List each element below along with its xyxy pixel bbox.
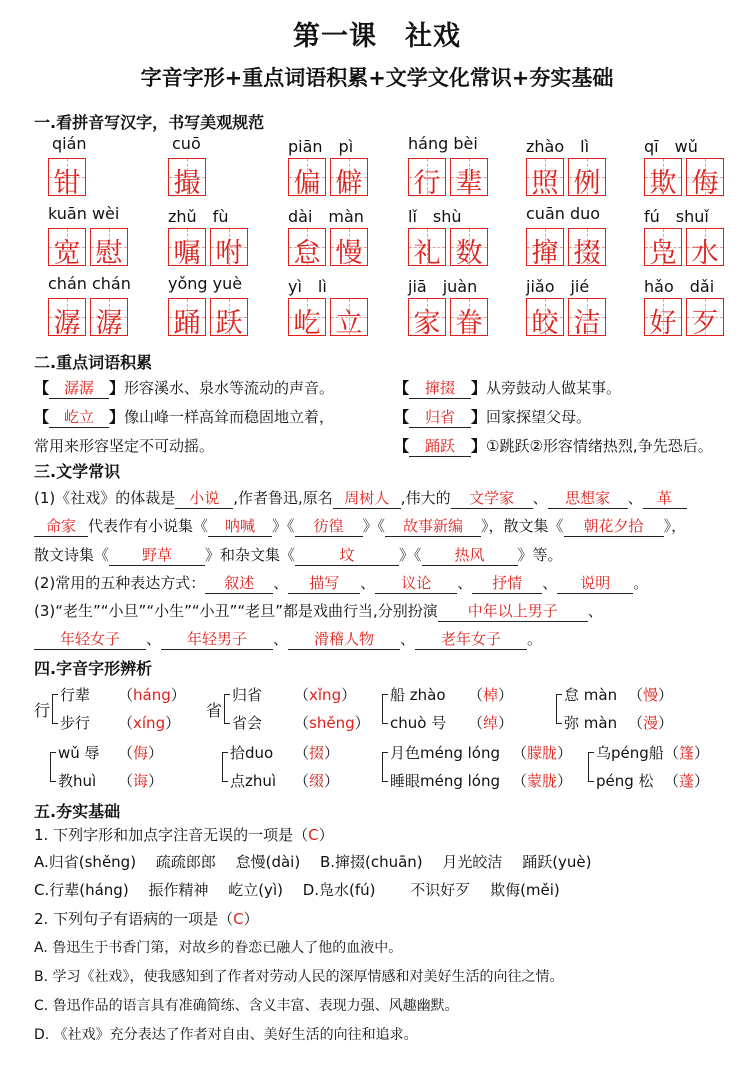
hanzi-answer: 偏 <box>293 168 321 199</box>
distinguish-answer: （篷） <box>664 744 710 762</box>
distinguish-answer: （绰） <box>468 714 514 732</box>
hanzi-answer: 欺 <box>649 168 677 199</box>
lit-line-1: (1)《社戏》的体裁是 小说 ,作者鲁迅,原名 周树人 ,伟大的 文学家 、 思想家 、 革 <box>34 487 687 509</box>
char-box <box>450 158 488 199</box>
char-box <box>568 298 606 339</box>
hanzi-answer: 僻 <box>335 168 363 199</box>
hanzi-answer: 凫 <box>649 238 677 269</box>
brace-icon <box>52 694 58 724</box>
lit-line-5: (3)“老生”“小旦”“小生”“小丑”“老旦”都是戏曲行当,分别扮演 中年以上男子 、 <box>34 602 603 620</box>
pinyin-label: piān pì <box>288 137 354 156</box>
vocab-item: 【 归省 】回家探望父母。 <box>394 408 592 426</box>
distinguish-answer: （诲） <box>118 772 164 790</box>
char-box <box>686 158 724 199</box>
distinguish-word: péng 松 <box>596 772 654 790</box>
char-box <box>526 228 564 269</box>
hanzi-answer: 跃 <box>215 308 243 339</box>
char-box <box>330 158 368 199</box>
question-2-option-c: C. 鲁迅作品的语言具有准确简练、含义丰富、表现力强、风趣幽默。 <box>34 998 459 1014</box>
distinguish-answer: （朦胧） <box>512 744 573 762</box>
distinguish-word: 乌péng船 <box>596 744 664 762</box>
hanzi-answer: 屹 <box>293 308 321 339</box>
hanzi-answer: 潺 <box>53 308 81 339</box>
char-box <box>644 298 682 339</box>
char-box <box>644 158 682 199</box>
page-subtitle: 字音字形+重点词语积累+文学文化常识+夯实基础 <box>140 66 614 90</box>
hanzi-answer: 掇 <box>573 238 601 269</box>
distinguish-answer: （缀） <box>294 772 340 790</box>
pinyin-label: zhǔ fù <box>168 207 229 226</box>
lit-line-2: 命家 代表作有小说集《 呐喊 》《 彷徨 》《 故事新编 》，散文集《 朝花夕拾 》， <box>34 515 686 537</box>
hanzi-answer: 嘱 <box>173 238 201 269</box>
hanzi-answer: 眷 <box>455 308 483 339</box>
hanzi-answer: 辈 <box>455 168 483 199</box>
section-5-heading: 五.夯实基础 <box>34 802 121 821</box>
distinguish-word: 拾duo <box>230 744 274 762</box>
char-box <box>686 298 724 339</box>
pinyin-label: jiā juàn <box>408 277 478 296</box>
char-box <box>288 228 326 269</box>
hanzi-answer: 歹 <box>691 308 719 339</box>
pinyin-label: cuān duo <box>526 204 601 223</box>
char-box <box>450 298 488 339</box>
brace-icon <box>556 694 562 724</box>
char-box <box>90 298 128 339</box>
section-4-heading: 四.字音字形辨析 <box>34 659 153 678</box>
distinguish-word: chuò 号 <box>390 714 447 732</box>
pinyin-label: zhào lì <box>526 137 590 156</box>
hanzi-answer: 洁 <box>573 308 601 339</box>
hanzi-answer: 皎 <box>531 308 559 339</box>
pinyin-label: kuān wèi <box>48 204 120 223</box>
hanzi-answer: 慢 <box>335 238 363 269</box>
char-box <box>48 158 86 199</box>
distinguish-word: 弥 màn <box>564 714 618 732</box>
char-box <box>210 298 248 339</box>
pinyin-label: háng bèi <box>408 134 478 153</box>
question-2: 2. 下列句子有语病的一项是（C） <box>34 910 259 928</box>
pinyin-label: hǎo dǎi <box>644 277 715 296</box>
pinyin-label: dài màn <box>288 207 364 226</box>
hanzi-answer: 钳 <box>53 168 81 199</box>
brace-icon <box>222 752 228 782</box>
hanzi-answer: 咐 <box>215 238 243 269</box>
pinyin-label: jiǎo jié <box>526 277 590 296</box>
brace-icon <box>50 752 56 782</box>
pinyin-label: lǐ shù <box>408 207 462 226</box>
pinyin-label: qián <box>52 134 87 153</box>
char-box <box>644 228 682 269</box>
char-box <box>168 298 206 339</box>
vocab-item: 【 踊跃 】①跳跃②形容情绪热烈,争先恐后。 <box>394 437 713 455</box>
distinguish-answer: （棹） <box>468 686 514 704</box>
distinguish-word: 点zhuì <box>230 772 277 790</box>
char-box <box>48 298 86 339</box>
question-2-option-a: A. 鲁迅生于书香门第，对故乡的眷恋已融人了他的血液中。 <box>34 940 403 956</box>
hanzi-answer: 侮 <box>691 168 719 199</box>
brace-icon <box>382 694 388 724</box>
char-box <box>330 228 368 269</box>
question-2-option-b: B. 学习《社戏》，使我感知到了作者对劳动人民的深厚情感和对美好生活的向往之情。 <box>34 969 564 985</box>
lit-line-3: 散文诗集《 野草 》和杂文集《 坟 》《 热风 》等。 <box>34 546 563 564</box>
hanzi-answer: 好 <box>649 308 677 339</box>
pinyin-label: chán chán <box>48 274 131 293</box>
char-box <box>288 158 326 199</box>
distinguish-word: 怠 màn <box>564 686 618 704</box>
hanzi-answer: 宽 <box>53 238 81 269</box>
char-box <box>288 298 326 339</box>
group-lead-char: 行 <box>34 701 51 720</box>
char-box <box>168 158 206 199</box>
distinguish-word: 行辈 <box>60 686 91 704</box>
lit-line-4: (2)常用的五种表达方式： 叙述 、 描写 、 议论 、 抒情 、 说明 。 <box>34 574 649 592</box>
distinguish-answer: （xíng） <box>118 714 181 732</box>
vocab-item: 【 屹立 】像山峰一样高耸而稳固地立着， <box>34 408 335 426</box>
section-2-heading: 二.重点词语积累 <box>34 353 153 372</box>
distinguish-answer: （xǐng） <box>294 686 357 704</box>
distinguish-word: 月色méng lóng <box>390 744 501 762</box>
pinyin-label: qī wǔ <box>644 137 698 156</box>
distinguish-answer: （侮） <box>118 744 164 762</box>
hanzi-answer: 怠 <box>293 238 321 269</box>
section-3-heading: 三.文学常识 <box>34 462 121 481</box>
char-box <box>168 228 206 269</box>
hanzi-answer: 照 <box>531 168 559 199</box>
hanzi-answer: 慰 <box>95 238 123 269</box>
distinguish-answer: （漫） <box>628 714 674 732</box>
hanzi-answer: 行 <box>413 168 441 199</box>
hanzi-answer: 撮 <box>173 168 201 199</box>
distinguish-word: 教huì <box>58 772 97 790</box>
section-1-heading: 一.看拼音写汉字，书写美观规范 <box>34 113 265 132</box>
char-box <box>408 158 446 199</box>
distinguish-answer: （慢） <box>628 686 674 704</box>
distinguish-word: 睡眼méng lóng <box>390 772 501 790</box>
pinyin-label: cuō <box>172 134 201 153</box>
char-box <box>210 228 248 269</box>
vocab-item: 【 撺掇 】从旁鼓动人做某事。 <box>394 379 622 397</box>
pinyin-label: yì lì <box>288 277 327 296</box>
question-1-options-cd: C.行辈(háng) 振作精神 屹立(yì) D.凫水(fú) 不识好歹 欺侮(měi) <box>34 881 560 899</box>
distinguish-word: wǔ 辱 <box>58 744 100 762</box>
char-box <box>568 228 606 269</box>
distinguish-word: 省会 <box>232 714 263 732</box>
char-box <box>408 228 446 269</box>
char-box <box>408 298 446 339</box>
vocab-item: 【 潺潺 】形容溪水、泉水等流动的声音。 <box>34 379 335 397</box>
brace-icon <box>224 694 230 724</box>
brace-icon <box>588 752 594 782</box>
pinyin-label: fú shuǐ <box>644 207 709 226</box>
hanzi-answer: 例 <box>573 168 601 199</box>
question-1-options-ab: A.归省(shěng) 疏疏郎郎 怠慢(dài) B.撺掇(chuān) 月光皎洁 踊跃(yuè) <box>34 853 592 871</box>
char-box <box>686 228 724 269</box>
hanzi-answer: 家 <box>413 308 441 339</box>
question-1: 1. 下列字形和加点字注音无误的一项是（C） <box>34 826 334 844</box>
char-box <box>450 228 488 269</box>
group-lead-char: 省 <box>206 701 223 720</box>
char-box <box>330 298 368 339</box>
hanzi-answer: 礼 <box>413 238 441 269</box>
hanzi-answer: 立 <box>335 308 363 339</box>
brace-icon <box>382 752 388 782</box>
char-box <box>526 298 564 339</box>
hanzi-answer: 数 <box>455 238 483 269</box>
distinguish-word: 船 zhào <box>390 686 446 704</box>
hanzi-answer: 踊 <box>173 308 201 339</box>
hanzi-answer: 水 <box>691 238 719 269</box>
pinyin-label: yǒng yuè <box>168 274 243 293</box>
char-box <box>90 228 128 269</box>
page-title: 第一课 社戏 <box>293 21 461 52</box>
vocab-item-cont: 常用来形容坚定不可动摇。 <box>34 437 215 455</box>
char-box <box>526 158 564 199</box>
char-box <box>568 158 606 199</box>
distinguish-word: 归省 <box>232 686 263 704</box>
distinguish-answer: （蓬） <box>664 772 710 790</box>
distinguish-answer: （掇） <box>294 744 340 762</box>
distinguish-answer: （shěng） <box>294 714 370 732</box>
distinguish-answer: （háng） <box>118 686 186 704</box>
distinguish-word: 步行 <box>60 714 91 732</box>
char-box <box>48 228 86 269</box>
hanzi-answer: 潺 <box>95 308 123 339</box>
lit-line-6: 年轻女子 、 年轻男子 、 滑稽人物 、 老年女子 。 <box>34 628 542 650</box>
hanzi-answer: 撺 <box>531 238 559 269</box>
distinguish-answer: （蒙胧） <box>512 772 573 790</box>
question-2-option-d: D. 《社戏》充分表达了作者对自由、美好生活的向往和追求。 <box>34 1027 418 1043</box>
